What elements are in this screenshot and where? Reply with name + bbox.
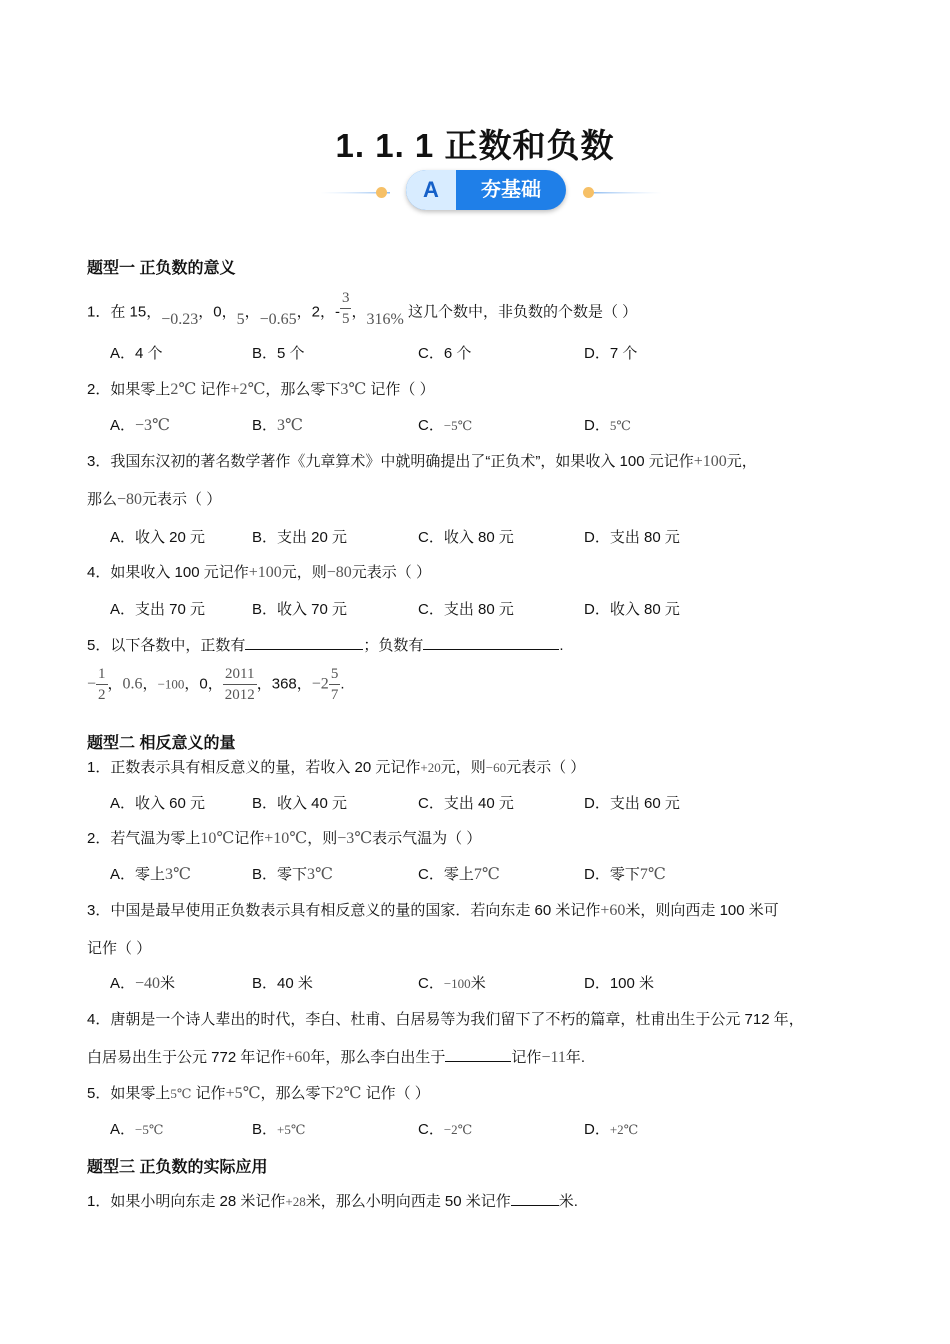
math: +20 [420, 760, 441, 775]
math: −0.23 [161, 311, 199, 329]
option-a[interactable]: A．收入 60 元 [110, 795, 206, 812]
text: 1．正数表示具有相反意义的量，若收入 20 元记作 [87, 759, 421, 776]
math: 3℃ [307, 866, 333, 883]
option-letter: B． [252, 417, 278, 434]
question-2-3-line2: 记作（ ） [87, 940, 152, 957]
answer-blank-positive[interactable] [245, 635, 363, 650]
option-a[interactable] [110, 1118, 163, 1139]
option-c[interactable]: C．收入 80 元 [418, 529, 514, 546]
question-1-4 [87, 561, 431, 582]
option-text: A．零上 [110, 866, 166, 883]
option-letter: D． [584, 1121, 610, 1138]
text: 3．中国是最早使用正负数表示具有相反意义的量的国家．若向东走 60 米记作 [87, 902, 601, 919]
math: −0.65 [259, 311, 297, 329]
math: −2 [311, 675, 329, 693]
denominator: 2 [98, 687, 106, 703]
option-b[interactable] [252, 863, 333, 884]
text: 元，则 [440, 759, 486, 776]
text: 米. [558, 1193, 578, 1210]
math: − [87, 675, 97, 693]
text: 5．如果零上 [87, 1085, 171, 1102]
option-a[interactable] [110, 863, 191, 884]
fraction [96, 664, 108, 705]
option-letter: C． [418, 417, 444, 434]
option-b[interactable]: B．收入 40 元 [252, 795, 348, 812]
math: −11 [541, 1049, 566, 1066]
text: 元表示（ ） [351, 564, 431, 581]
banner-pill [406, 170, 566, 210]
text: ，0， [184, 675, 223, 693]
math: 2℃ [170, 381, 197, 398]
text: 这几个数中，非负数的个数是（ ） [403, 303, 638, 321]
option-b[interactable]: B．5 个 [252, 345, 305, 362]
option-letter: A． [110, 1121, 136, 1138]
text: 元表示（ ） [142, 491, 222, 508]
question-1-5-numbers [87, 664, 344, 705]
option-d[interactable]: D．收入 80 元 [584, 601, 680, 618]
option-b[interactable] [252, 414, 303, 435]
math: −2℃ [443, 1122, 473, 1137]
option-text: B．零下 [252, 866, 308, 883]
math: 3℃ [165, 866, 191, 883]
option-letter: B． [252, 1121, 278, 1138]
answer-blank[interactable] [511, 1191, 559, 1206]
math: 7℃ [473, 866, 500, 883]
text: 那么 [87, 491, 118, 508]
text: 元， [726, 453, 757, 470]
math: +100 [693, 453, 727, 470]
banner-label: 夯基础 [481, 179, 541, 201]
unit: 米 [160, 975, 176, 992]
text: 1．如果小明向东走 28 米记作 [87, 1193, 286, 1210]
unit: 米 [470, 975, 486, 992]
numerator: 2011 [223, 664, 257, 685]
text: . [340, 675, 345, 693]
option-letter: A． [110, 975, 136, 992]
math: +60 [600, 902, 626, 919]
option-c[interactable] [418, 972, 486, 993]
text: 元，则 [281, 564, 327, 581]
math: +5℃ [277, 1122, 306, 1137]
math: 2℃ [335, 1085, 362, 1102]
text: 白居易出生于公元 772 年记作 [87, 1049, 286, 1066]
text: ， [142, 675, 158, 693]
question-2-1 [87, 756, 585, 777]
option-c[interactable]: C．支出 40 元 [418, 795, 514, 812]
option-b[interactable]: B．支出 20 元 [252, 529, 348, 546]
math: 5℃ [170, 1086, 192, 1101]
text: ，368， [256, 675, 312, 693]
text: ，2，- [296, 303, 340, 321]
text: 记作 [511, 1049, 542, 1066]
text: 4．如果收入 100 元记作 [87, 564, 249, 581]
banner-letter: A [406, 170, 456, 210]
option-c[interactable] [418, 414, 472, 435]
math: −100 [157, 676, 185, 692]
text: 2．如果零上 [87, 381, 171, 398]
text: 5．以下各数中，正数有 [87, 637, 246, 654]
fraction [340, 288, 352, 329]
math: 5 [236, 311, 245, 329]
right-dot-icon [583, 187, 594, 198]
text: ，0， [198, 303, 237, 321]
answer-blank-negative[interactable] [423, 635, 559, 650]
option-b[interactable] [252, 1118, 305, 1139]
math: +2℃ [609, 1122, 639, 1137]
answer-blank[interactable] [445, 1047, 511, 1062]
option-b[interactable]: B．40 米 [252, 975, 313, 992]
option-a[interactable]: A．4 个 [110, 345, 163, 362]
math: −5℃ [135, 1122, 164, 1137]
left-dot-icon [376, 187, 387, 198]
math: −5℃ [443, 418, 473, 433]
option-d[interactable] [584, 414, 631, 435]
text: 记作（ ） [361, 1085, 430, 1102]
option-c[interactable]: C．支出 80 元 [418, 601, 514, 618]
question-3-1 [87, 1190, 578, 1211]
option-letter: C． [418, 975, 444, 992]
text: 记作 [191, 1085, 226, 1102]
math: 3℃ [277, 417, 303, 434]
question-2-4-line2 [87, 1046, 585, 1067]
math: 7℃ [639, 866, 666, 883]
fraction [223, 664, 257, 705]
text: 记作 [196, 381, 231, 398]
numerator: 5 [329, 664, 341, 685]
text: 米，那么小明向西走 50 米记作 [305, 1193, 511, 1210]
text: 记作 [234, 830, 265, 847]
text: ，那么零下 [260, 1085, 336, 1102]
text: 元表示（ ） [506, 759, 586, 776]
numerator: 3 [340, 288, 352, 309]
question-2-5 [87, 1082, 430, 1103]
option-d[interactable]: D．7 个 [584, 345, 638, 362]
math: −60 [485, 760, 507, 775]
question-2-2 [87, 827, 481, 848]
denominator: 2012 [224, 687, 255, 703]
numerator: 1 [96, 664, 108, 685]
section-heading: 题型二 相反意义的量 [87, 735, 236, 752]
text: 年，那么李白出生于 [310, 1049, 446, 1066]
math: +5℃ [225, 1085, 261, 1102]
text: ，则 [307, 830, 338, 847]
text: ， [107, 675, 123, 693]
question-1-3-line2 [87, 488, 221, 509]
question-1-1 [87, 292, 637, 333]
question-1-2 [87, 378, 435, 399]
page-title: 1. 1. 1 正数和负数 [335, 127, 615, 164]
option-c[interactable] [418, 863, 500, 884]
math: −3℃ [337, 830, 373, 847]
option-d[interactable]: D．100 米 [584, 975, 655, 992]
math: +2℃ [230, 381, 266, 398]
math: −100 [443, 976, 471, 991]
option-text: C．零上 [418, 866, 474, 883]
math: +28 [285, 1194, 306, 1209]
text: . [559, 637, 564, 654]
denominator: 7 [330, 687, 339, 703]
text: ， [351, 303, 367, 321]
option-letter: D． [584, 417, 610, 434]
option-d[interactable] [584, 1118, 638, 1139]
option-d[interactable] [584, 863, 666, 884]
option-letter: C． [418, 1121, 444, 1138]
math: +100 [248, 564, 282, 581]
text: 1．在 15， [87, 303, 162, 321]
text: ；负数有 [363, 637, 424, 654]
math: 3℃ [340, 381, 367, 398]
text: 2．若气温为零上 [87, 830, 201, 847]
option-d[interactable]: D．支出 80 元 [584, 529, 680, 546]
option-text: D．零下 [584, 866, 640, 883]
section-heading: 题型三 正负数的实际应用 [87, 1159, 268, 1176]
option-a[interactable] [110, 972, 175, 993]
text: 3．我国东汉初的著名数学著作《九章算术》中就明确提出了“正负术”，如果收入 100 元记作 [87, 453, 694, 470]
option-a[interactable] [110, 414, 170, 435]
math: 5℃ [609, 418, 631, 433]
option-a[interactable]: A．支出 70 元 [110, 601, 206, 618]
text: 表示气温为（ ） [372, 830, 482, 847]
option-b[interactable]: B．收入 70 元 [252, 601, 348, 618]
option-a[interactable]: A．收入 20 元 [110, 529, 206, 546]
math: +10℃ [264, 830, 308, 847]
question-2-3 [87, 899, 779, 920]
math: 10℃ [200, 830, 235, 847]
fraction [329, 664, 341, 705]
question-1-3 [87, 450, 757, 471]
math: −80 [117, 491, 143, 508]
text: 米，则向西走 100 米可 [625, 902, 779, 919]
text: ，那么零下 [265, 381, 341, 398]
text: 记作（ ） [366, 381, 435, 398]
section-heading: 题型一 正负数的意义 [87, 260, 236, 277]
text: ， [244, 303, 260, 321]
option-d[interactable]: D．支出 60 元 [584, 795, 680, 812]
math: −40 [135, 975, 161, 992]
option-c[interactable] [418, 1118, 472, 1139]
denominator: 5 [341, 311, 350, 327]
question-2-4: 4．唐朝是一个诗人辈出的时代，李白、杜甫、白居易等为我们留下了不朽的篇章，杜甫出生于公元 712 年， [87, 1011, 804, 1028]
option-c[interactable]: C．6 个 [418, 345, 472, 362]
math: −3℃ [135, 417, 170, 434]
question-1-5 [87, 634, 564, 655]
option-letter: A． [110, 417, 136, 434]
level-banner [300, 168, 680, 214]
math: +60 [285, 1049, 311, 1066]
math: 0.6 [122, 675, 143, 693]
math: −80 [326, 564, 352, 581]
text: 年. [565, 1049, 586, 1066]
math: 316% [366, 311, 404, 329]
